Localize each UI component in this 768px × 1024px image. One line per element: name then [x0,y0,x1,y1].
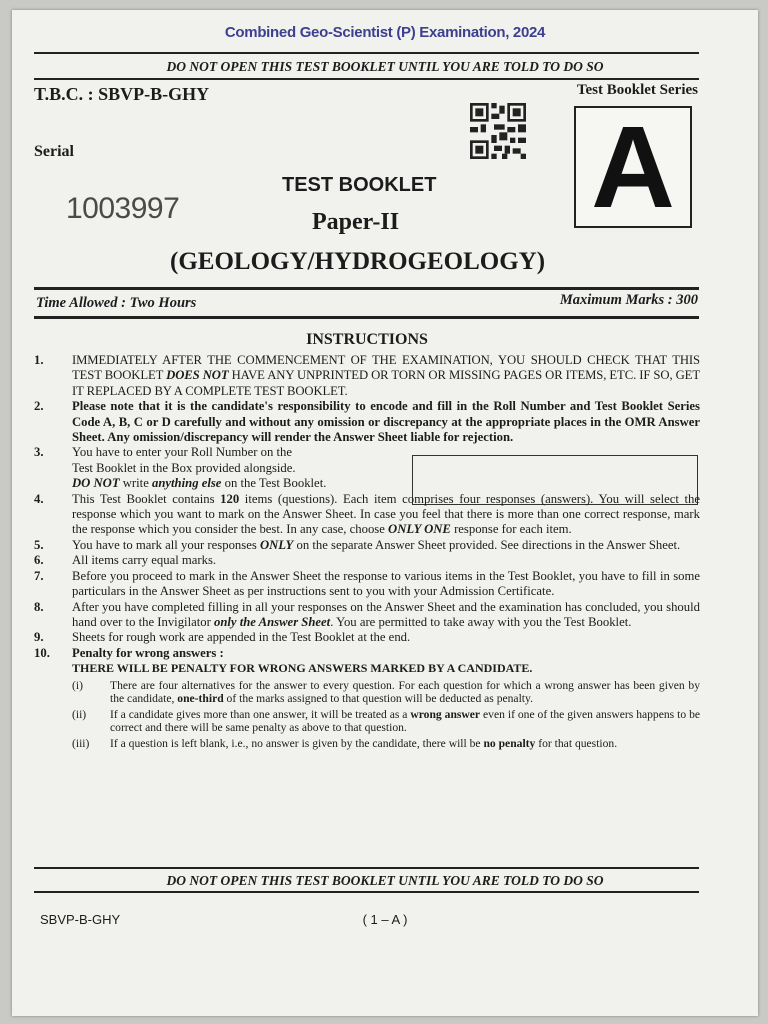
bottom-warning: DO NOT OPEN THIS TEST BOOKLET UNTIL YOU ARE TOLD TO DO SO [166,873,604,888]
item-number: 1. [34,353,44,367]
penalty-subitem: (ii) If a candidate gives more than one answer, it will be treated as a wrong answer even if one of the given answers happens to be correct and there will be same penalty as above to that question. [72,707,701,735]
item-number: 5. [34,537,44,552]
instruction-item [34,445,700,491]
item-number: 7. [34,568,44,583]
penalty-subtitle: THERE WILL BE PENALTY FOR WRONG ANSWERS MARKED BY A CANDIDATE. [72,661,533,676]
item-number: 3. [34,445,44,460]
time-allowed: Time Allowed : Two Hours [36,295,197,311]
test-booklet-page [12,10,758,1016]
item-number: 4. [34,491,44,506]
penalty-title: Penalty for wrong answers : [72,645,224,660]
serial-label: Serial [34,143,74,160]
instruction-item [34,553,700,568]
penalty-subitem: (i) There are four alternatives for the answer to every question. For each question for which a wrong answer has been given by the candidate, one-third of the marks assigned to that question will be deducted as penalty. [72,678,700,706]
item-text: IMMEDIATELY AFTER THE COMMENCEMENT OF THE EXAMINATION, YOU SHOULD CHECK THAT THIS TEST BOOKLET DOES NOT HAVE ANY UNPRINTED OR TORN OR MISSING PAGES OR ITEMS, ETC. IF SO, GET IT REPLACED BY A COMPLETE TEST BOOKLET. [72,353,700,398]
footer-page-number: ( 1 – A ) [362,912,408,927]
instruction-item [34,600,700,631]
footer-code: SBVP-B-GHY [40,912,121,927]
item-text: Before you proceed to mark in the Answer Sheet the response to various items in the Test Booklet, you have to fill in some particulars in the Answer Sheet as per instructions sent to you with your Admission Certificate. [72,568,700,599]
item-number: 10. [34,645,50,660]
item-text: This Test Booklet contains 120 items (questions). Each item comprises four responses (answers). You will select the response which you want to mark on the Answer Sheet. In case you feel that there is more than one correct response, mark the response which you consider the best. In any case, choose ONLY ONE response for each item. [72,491,700,537]
exam-title: Combined Geo-Scientist (P) Examination, 2024 [224,24,546,41]
booklet-title: TEST BOOKLET [282,174,437,196]
top-warning: DO NOT OPEN THIS TEST BOOKLET UNTIL YOU ARE TOLD TO DO SO [166,59,604,74]
item-text: Sheets for rough work are appended in the Test Booklet at the end. [72,630,411,645]
bottom-rule-2 [34,891,699,893]
instructions-list [34,353,700,751]
series-label: Test Booklet Series [576,82,698,98]
penalty-subitem: (iii) If a question is left blank, i.e., no answer is given by the candidate, there will be no penalty for that question. [72,736,618,750]
series-letter-box [574,102,692,232]
item-number: 8. [34,599,44,614]
instructions-heading: INSTRUCTIONS [306,331,428,348]
item-text: All items carry equal marks. [72,553,217,568]
instruction-item [34,646,700,751]
subject-title: (GEOLOGY/HYDROGEOLOGY) [170,248,546,275]
tbc-code: T.B.C. : SBVP-B-GHY [34,84,210,104]
item-text: You have to enter your Roll Number on the Test Booklet in the Box provided alongside. DO NOT write anything else on the Test Booklet. [72,445,327,491]
item-number: 2. [34,399,44,414]
instruction-item [34,492,700,538]
item-number: 6. [34,553,44,568]
series-letter: A [591,102,675,232]
qr-code-icon [470,103,526,159]
time-rule-top [34,287,699,290]
item-text [72,646,700,751]
item-number: 9. [34,630,44,645]
serial-number: 1003997 [66,192,180,225]
bottom-rule [34,867,699,869]
maximum-marks: Maximum Marks : 300 [559,292,698,308]
item-text: After you have completed filling in all your responses on the Answer Sheet and the examination has concluded, you should hand over to the Invigilator only the Answer Sheet. You are permitted to take away with you the Test Booklet. [72,599,700,629]
instruction-item [34,569,700,600]
time-rule-bottom [34,316,699,319]
instruction-item [34,353,700,399]
item-text: You have to mark all your responses ONLY on the separate Answer Sheet provided. See directions in the Answer Sheet. [72,537,681,552]
instruction-item [34,399,700,445]
paper-title: Paper-II [312,209,400,235]
instruction-item [34,538,700,553]
top-rule-2 [34,78,699,80]
top-rule [34,52,699,54]
instruction-item [34,630,700,645]
item-text: Please note that it is the candidate's responsibility to encode and fill in the Roll Number and Test Booklet Series Code A, B, C or D carefully and without any omission or discrepancy at the appropriate places in the OMR Answer Sheet. Any omission/discrepancy will render the Answer Sheet liable for rejection. [72,399,700,445]
